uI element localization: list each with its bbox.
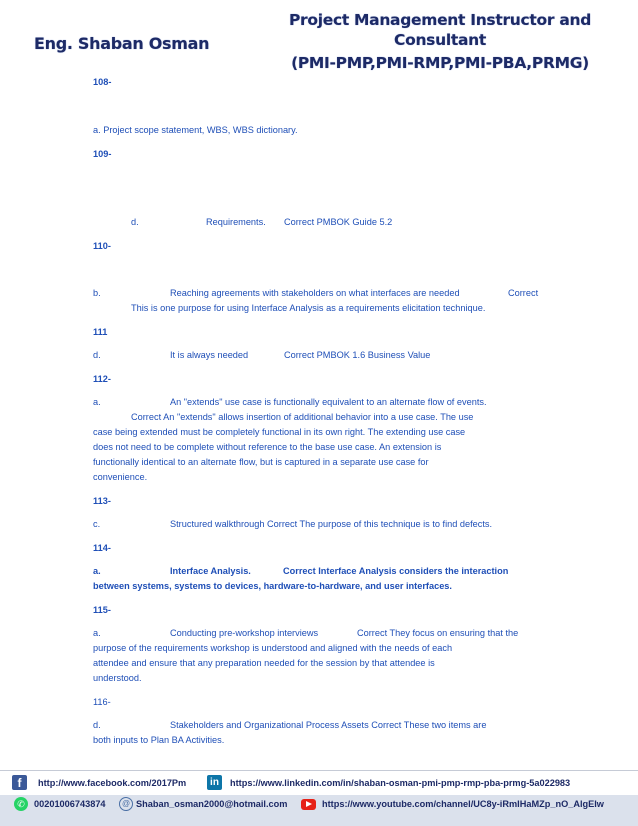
email-icon: @ — [119, 797, 133, 811]
header-author: Eng. Shaban Osman — [34, 34, 210, 53]
answer-explanation-110: This is one purpose for using Interface Analysis as a requirements elicitation technique. — [131, 303, 486, 313]
linkedin-link[interactable]: https://www.linkedin.com/in/shaban-osman-pmi-pmp-rmp-pba-prmg-5a022983 — [230, 778, 571, 788]
question-number-108: 108- — [93, 77, 112, 87]
answer-109: Requirements. — [206, 217, 266, 227]
phone-number: 00201006743874 — [34, 799, 106, 809]
answer-114: Interface Analysis. — [170, 566, 251, 576]
answer-111: It is always needed — [170, 350, 249, 360]
question-number-113: 113- — [93, 496, 111, 506]
question-number-109: 109- — [93, 149, 112, 159]
answer-letter-109: d. — [131, 217, 139, 227]
question-number-115: 115- — [93, 605, 111, 615]
answer-letter-116: d. — [93, 720, 101, 730]
answer-112-line3: case being extended must be completely functional in its own right. The extending use case — [93, 427, 466, 437]
whatsapp-icon: ✆ — [14, 797, 28, 811]
answer-correct-110: Correct — [508, 288, 539, 298]
answer-letter-114: a. — [93, 566, 101, 576]
header-title-line1: Project Management Instructor and Consultant — [288, 11, 592, 49]
question-number-111: 111 — [93, 327, 108, 337]
facebook-link[interactable]: http://www.facebook.com/2017Pm — [38, 778, 187, 788]
answer-note-111: Correct PMBOK 1.6 Business Value — [284, 350, 431, 360]
question-number-116: 116- — [93, 697, 111, 707]
answer-note-115: Correct They focus on ensuring that the — [357, 628, 519, 638]
header-title-block — [260, 10, 620, 73]
answer-113: Structured walkthrough Correct The purpose of this technique is to find defects. — [170, 519, 493, 529]
answer-112-line4: does not need to be complete without reference to the base use case. An extension is — [93, 442, 442, 452]
question-number-110: 110- — [93, 241, 111, 251]
answer-110: Reaching agreements with stakeholders on what interfaces are needed — [170, 288, 460, 298]
facebook-icon: f — [12, 775, 27, 790]
answer-112-line5: functionally identical to an alternate flow, but is captured in a separate use case for — [93, 457, 429, 467]
linkedin-icon: in — [207, 775, 222, 790]
answer-116-line2: both inputs to Plan BA Activities. — [93, 735, 225, 745]
header-title-line2: (PMI-PMP,PMI-RMP,PMI-PBA,PRMG) — [291, 54, 589, 72]
email-link[interactable]: Shaban_osman2000@hotmail.com — [136, 799, 288, 809]
answer-112-line2: Correct An "extends" allows insertion of additional behavior into a use case. The use — [131, 412, 474, 422]
answer-letter-112: a. — [93, 397, 101, 407]
answer-114-line2: between systems, systems to devices, hardware-to-hardware, and user interfaces. — [93, 581, 452, 591]
youtube-icon — [301, 799, 316, 810]
answer-112: An "extends" use case is functionally equivalent to an alternate flow of events. — [170, 397, 487, 407]
answer-note-114: Correct Interface Analysis considers the interaction — [283, 566, 509, 576]
answer-letter-115: a. — [93, 628, 101, 638]
question-number-112: 112- — [93, 374, 111, 384]
youtube-link[interactable]: https://www.youtube.com/channel/UC8y-iRmIHaMZp_nO_AlgEIw — [322, 799, 604, 809]
answer-116: Stakeholders and Organizational Process Assets Correct These two items are — [170, 720, 487, 730]
answer-letter-111: d. — [93, 350, 101, 360]
answer-115: Conducting pre-workshop interviews — [170, 628, 319, 638]
answer-115-line2: purpose of the requirements workshop is understood and aligned with the needs of each — [93, 643, 453, 653]
answer-115-line4: understood. — [93, 673, 142, 683]
answer-note-109: Correct PMBOK Guide 5.2 — [284, 217, 393, 227]
answer-108: a. Project scope statement, WBS, WBS dictionary. — [93, 125, 298, 135]
answer-115-line3: attendee and ensure that any preparation needed for the session by that attendee is — [93, 658, 435, 668]
question-number-114: 114- — [93, 543, 111, 553]
answer-letter-110: b. — [93, 288, 101, 298]
answer-112-line6: convenience. — [93, 472, 148, 482]
answer-letter-113: c. — [93, 519, 101, 529]
